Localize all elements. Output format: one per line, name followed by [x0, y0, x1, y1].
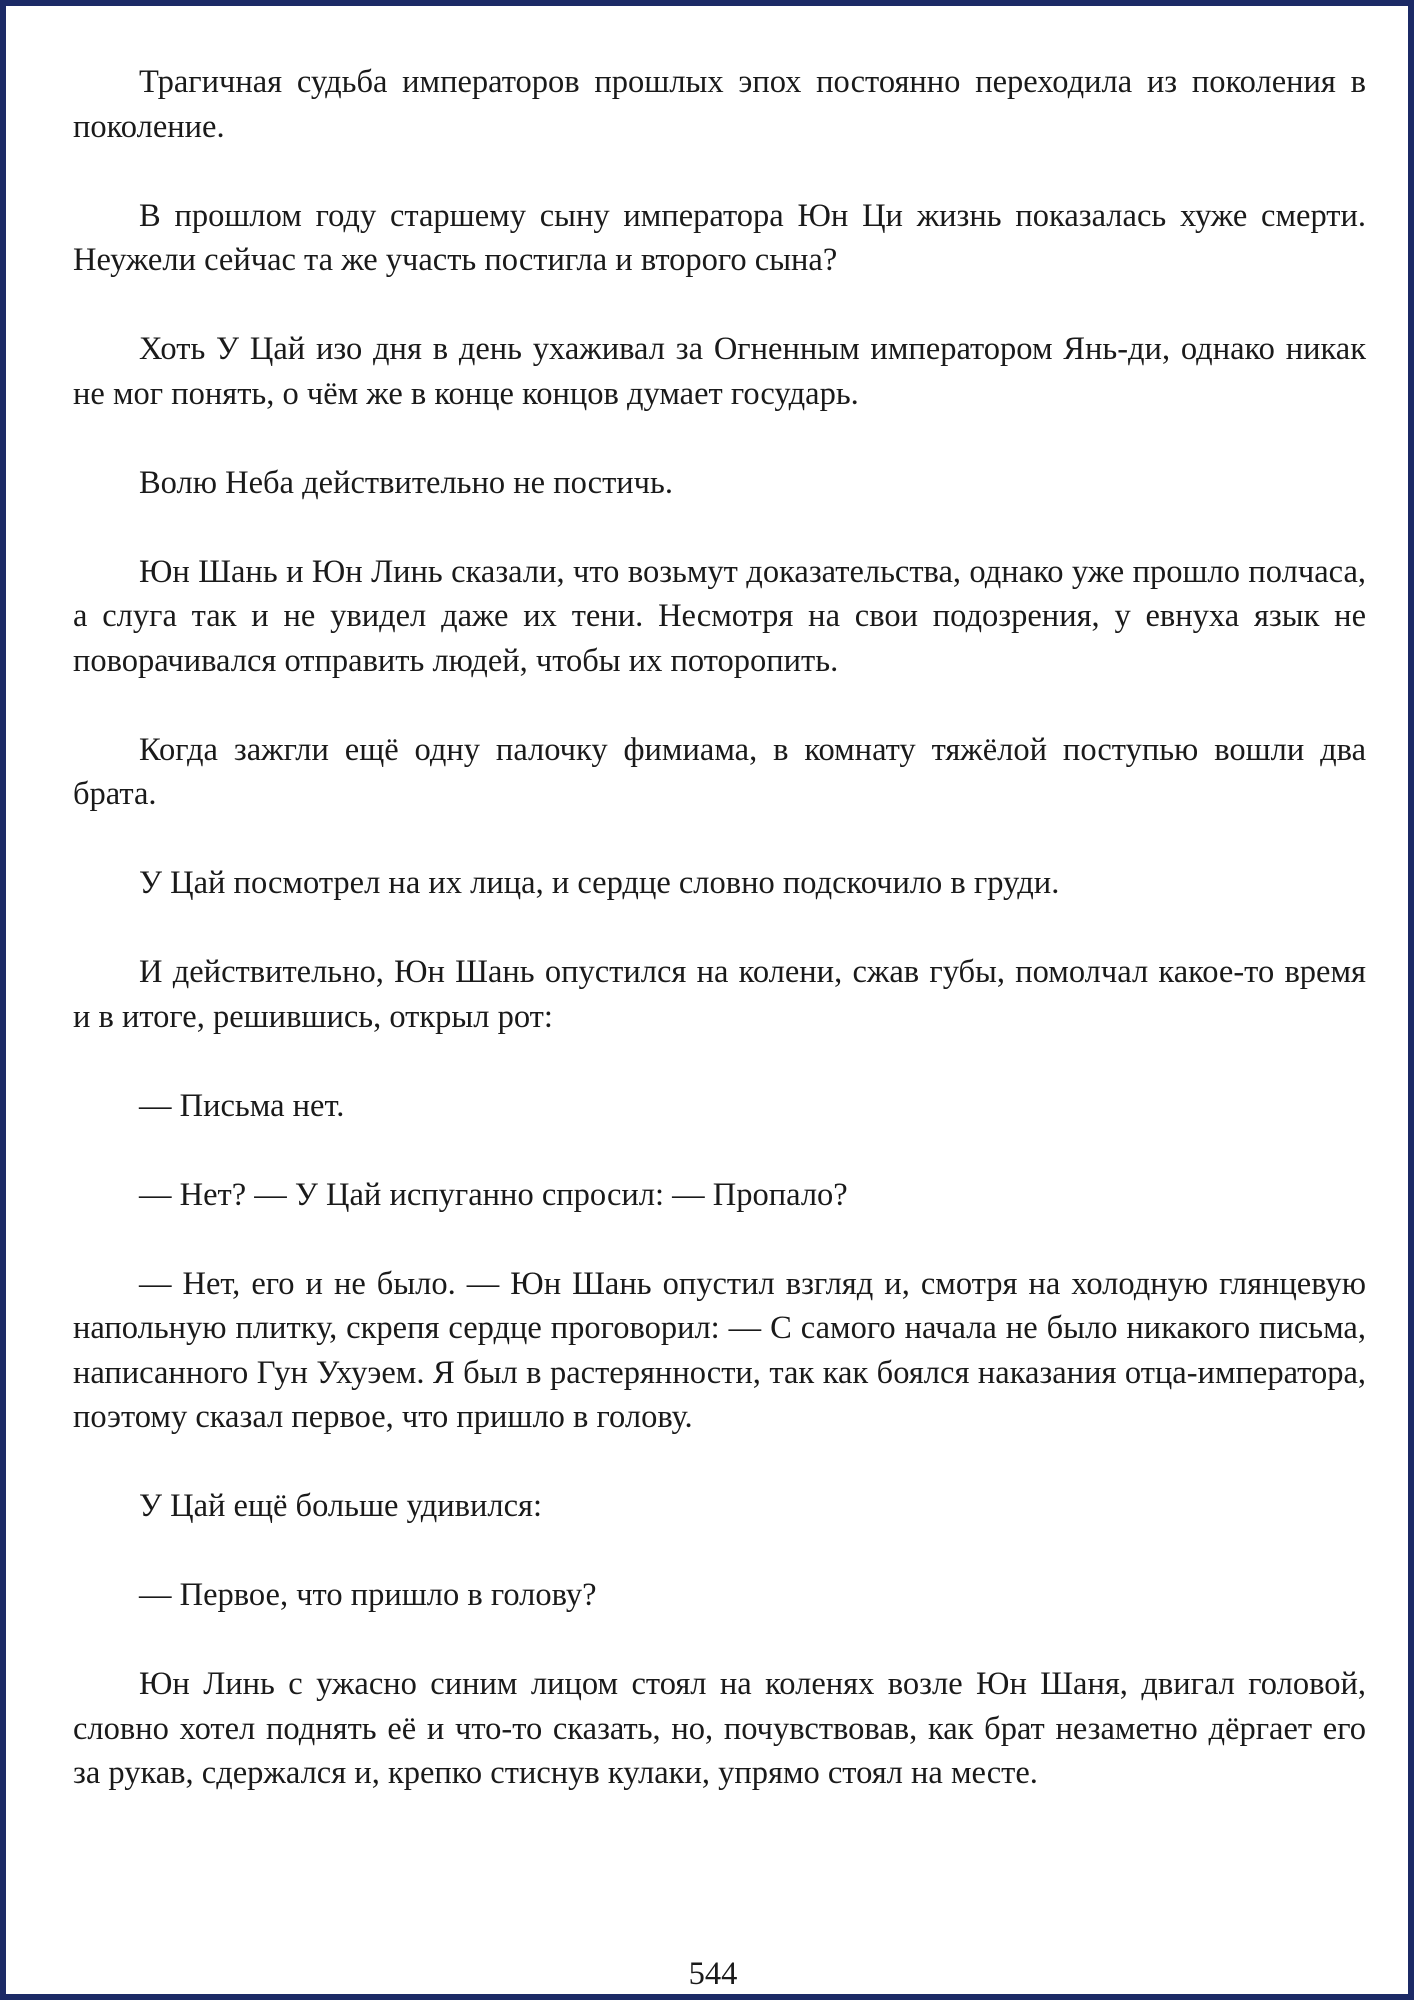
paragraph: Хоть У Цай изо дня в день ухаживал за Огненным императором Янь-ди, однако никак не мог понять, о чём же в конце концов думает государь.	[73, 331, 1366, 412]
text-body	[73, 60, 1366, 1840]
paragraph: Юн Шань и Юн Линь сказали, что возьмут доказательства, однако уже прошло полчаса, а слуга так и не увидел даже их тени. Несмотря на свои подозрения, у евнуха язык не поворачивался отправить людей, чтобы их поторопить.	[73, 553, 1366, 679]
dialogue-line: — Письма нет.	[139, 1087, 345, 1124]
paragraph: Когда зажгли ещё одну палочку фимиама, в комнату тяжёлой поступью вошли два брата.	[73, 731, 1366, 812]
paragraph: У Цай посмотрел на их лица, и сердце словно подскочило в груди.	[139, 865, 1060, 901]
paragraph: Юн Линь с ужасно синим лицом стоял на коленях возле Юн Шаня, двигал головой, словно хотел поднять её и что-то сказать, но, почувствовав, как брат незаметно дёргает его за рукав, сдержался и, крепко стиснув кулаки, упрямо стоял на месте.	[73, 1666, 1366, 1791]
dialogue-line: — Нет, его и не было. — Юн Шань опустил взгляд и, смотря на холодную глянцевую напольную плитку, скрепя сердце проговорил: — С самого начала не было никакого письма, написанного Гун Ухуэем. Я был в растерянности, так как боялся наказания отца-императора, поэтому сказал первое, что пришло в голову.	[73, 1265, 1366, 1435]
dialogue-line: — Первое, что пришло в голову?	[139, 1577, 597, 1613]
dialogue-line: — Нет? — У Цай испуганно спросил: — Пропало?	[139, 1176, 848, 1213]
paragraph: Трагичная судьба императоров прошлых эпох постоянно переходила из поколения в поколение.	[73, 64, 1366, 145]
paragraph: В прошлом году старшему сыну императора Юн Ци жизнь показалась хуже смерти. Неужели сейчас та же участь постигла и второго сына?	[73, 197, 1366, 278]
paragraph: И действительно, Юн Шань опустился на колени, сжав губы, помолчал какое-то время и в итоге, решившись, открыл рот:	[73, 954, 1366, 1035]
paragraph: Волю Неба действительно не постичь.	[139, 464, 673, 501]
paragraph: У Цай ещё больше удивился:	[139, 1488, 543, 1524]
page-number: 544	[688, 1956, 738, 1992]
